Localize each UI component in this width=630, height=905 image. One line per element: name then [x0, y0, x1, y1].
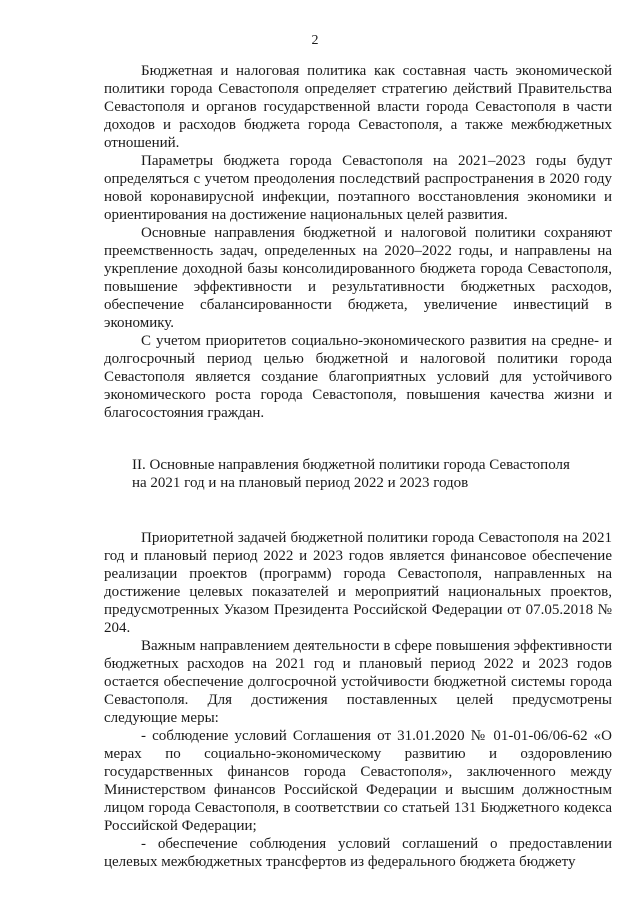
section-heading-line-2: на 2021 год и на плановый период 2022 и 2023 годов	[132, 475, 469, 491]
section-heading-line-1: II. Основные направления бюджетной политики города Севастополя	[132, 457, 570, 473]
paragraph: Важным направлением деятельности в сфере повышения эффективности бюджетных расходов на 2021 год и плановый период 2022 и 2023 годов остается обеспечение долгосрочной устойчивости бюджетной системы города Севастополя. Для достижения поставленных целей предусмотрены следующие меры:	[104, 638, 612, 726]
section-spacer	[104, 492, 612, 529]
list-item: - обеспечение соблюдения условий соглашений о предоставлении целевых межбюджетных трансфертов из федерального бюджета бюджету	[104, 836, 612, 870]
paragraph: С учетом приоритетов социально-экономического развития на средне- и долгосрочный период целью бюджетной и налоговой политики города Севастополя является создание благоприятных условий для устойчивого экономического роста города Севастополя, повышения качества жизни и благосостояния граждан.	[104, 333, 612, 421]
section-spacer	[104, 422, 612, 456]
paragraph: Бюджетная и налоговая политика как составная часть экономической политики города Севастополя определяет стратегию действий Правительства Севастополя и органов государственной власти города Севастополя в части доходов и расходов бюджета города Севастополя, а также межбюджетных отношений.	[104, 63, 612, 151]
paragraph: Параметры бюджета города Севастополя на 2021–2023 годы будут определяться с учетом преодоления последствий распространения в 2020 году новой коронавирусной инфекции, поэтапного восстановления экономики и ориентирования на достижение национальных целей развития.	[104, 153, 612, 223]
paragraph: Основные направления бюджетной и налоговой политики сохраняют преемственность задач, определенных на 2020–2022 годы, и направлены на укрепление доходной базы консолидированного бюджета города Севастополя, повышение эффективности и результативности бюджетных расходов, обеспечение сбалансированности бюджета, увеличение инвестиций в экономику.	[104, 225, 612, 331]
page-number: 2	[311, 33, 319, 48]
list-item: - соблюдение условий Соглашения от 31.01.2020 № 01-01-06/06-62 «О мерах по социально-экономическому развитию и оздоровлению государственных финансов города Севастополя», заключенного между Министерством финансов Российской Федерации и высшим должностным лицом города Севастополя, в соответствии со статьей 131 Бюджетного кодекса Российской Федерации;	[104, 728, 612, 834]
document-body	[104, 62, 612, 871]
paragraph: Приоритетной задачей бюджетной политики города Севастополя на 2021 год и плановый период 2022 и 2023 годов является финансовое обеспечение реализации проектов (программ) города Севастополя, направленных на достижение целевых показателей и мероприятий национальных проектов, предусмотренных Указом Президента Российской Федерации от 07.05.2018 № 204.	[104, 530, 612, 636]
